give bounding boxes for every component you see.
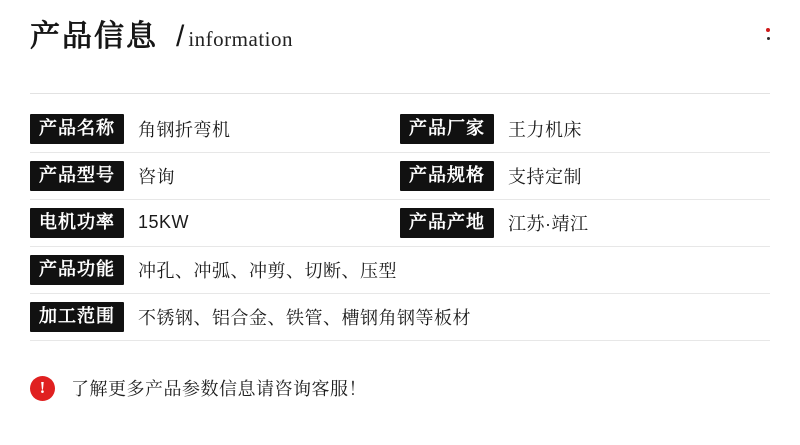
table-row bbox=[30, 294, 770, 341]
spec-cell bbox=[30, 302, 770, 332]
spec-cell bbox=[400, 208, 770, 238]
page-title bbox=[30, 22, 770, 52]
table-row bbox=[30, 106, 770, 153]
spec-label: 产品厂家 bbox=[400, 114, 494, 144]
page-title-cn: 产品信息 bbox=[30, 20, 158, 53]
spec-value: 不锈钢、铝合金、铁管、槽钢角钢等板材 bbox=[138, 307, 471, 328]
spec-value: 江苏·靖江 bbox=[508, 213, 589, 234]
spec-cell bbox=[400, 114, 770, 144]
dot-dark bbox=[767, 37, 770, 40]
page-header bbox=[0, 0, 800, 72]
spec-label: 加工范围 bbox=[30, 302, 124, 332]
spec-cell bbox=[30, 255, 770, 285]
spec-cell bbox=[30, 161, 400, 191]
page-title-en: information bbox=[188, 27, 293, 51]
spec-value: 15KW bbox=[138, 212, 190, 233]
spec-cell bbox=[30, 114, 400, 144]
spec-label: 产品产地 bbox=[400, 208, 494, 238]
footer-note bbox=[30, 375, 367, 401]
exclamation-icon: ! bbox=[30, 376, 55, 401]
table-row bbox=[30, 247, 770, 294]
spec-label: 电机功率 bbox=[30, 208, 124, 238]
spec-cell bbox=[30, 208, 400, 238]
spec-label: 产品规格 bbox=[400, 161, 494, 191]
spec-label: 产品功能 bbox=[30, 255, 124, 285]
header-divider bbox=[30, 93, 770, 94]
spec-label: 产品型号 bbox=[30, 161, 124, 191]
spec-table bbox=[30, 106, 770, 341]
table-row bbox=[30, 200, 770, 247]
spec-value: 王力机床 bbox=[508, 119, 582, 140]
spec-value: 角钢折弯机 bbox=[138, 119, 231, 140]
spec-cell bbox=[400, 161, 770, 191]
table-row bbox=[30, 153, 770, 200]
footer-note-text: 了解更多产品参数信息请咨询客服！ bbox=[71, 379, 367, 399]
spec-value: 支持定制 bbox=[508, 166, 582, 187]
title-separator: / bbox=[176, 20, 185, 53]
spec-value: 咨询 bbox=[138, 166, 175, 187]
spec-label: 产品名称 bbox=[30, 114, 124, 144]
spec-value: 冲孔、冲弧、冲剪、切断、压型 bbox=[138, 260, 397, 281]
dot-red bbox=[766, 28, 770, 32]
vertical-dots-icon bbox=[766, 28, 770, 40]
